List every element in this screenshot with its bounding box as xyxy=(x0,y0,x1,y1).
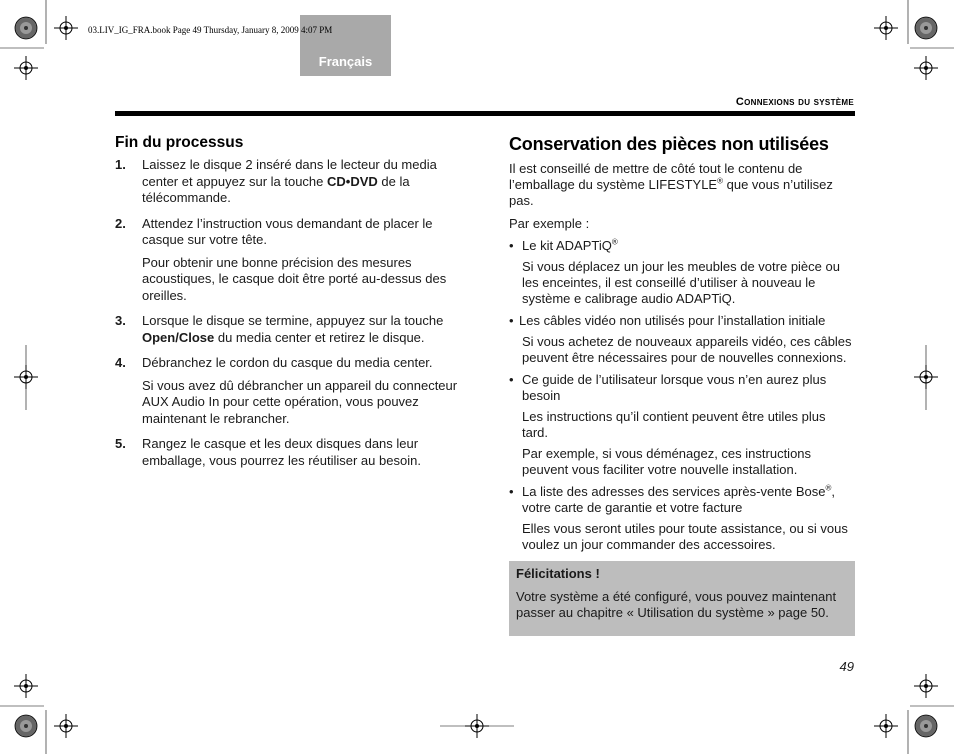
step-number: 5. xyxy=(115,436,126,451)
bullet-detail: Les instructions qu’il contient peuvent être utiles plus tard. xyxy=(522,409,826,440)
bullet-dot: • xyxy=(509,238,514,253)
key-label: Open/Close xyxy=(142,329,215,345)
bullet-dot: • xyxy=(509,313,514,328)
bullet-text: Le kit ADAPTiQ xyxy=(522,238,612,253)
step-number: 1. xyxy=(115,157,126,172)
steps-list xyxy=(115,157,460,469)
book-info: 03.LIV_IG_FRA.book Page 49 Thursday, January 8, 2009 4:07 PM xyxy=(88,25,333,35)
intro-text: Il est conseillé de mettre de côté tout le contenu de l’emballage du système LIFESTYLE xyxy=(509,161,803,192)
step-number: 4. xyxy=(115,355,126,370)
note-title: Félicitations ! xyxy=(516,566,600,581)
step-number: 3. xyxy=(115,313,126,328)
bullet-dot: • xyxy=(509,484,514,499)
step-item xyxy=(115,216,460,305)
step-text: Attendez l’instruction vous demandant de placer le casque sur votre tête. xyxy=(142,215,433,247)
header-rule xyxy=(115,111,855,116)
page-number: 49 xyxy=(839,659,854,674)
bullet-dot: • xyxy=(509,372,514,387)
language-label: Français xyxy=(318,54,373,69)
bullet-detail: Par exemple, si vous déménagez, ces instructions peuvent vous faciliter votre nouvelle installation. xyxy=(522,446,812,477)
step-text: Débranchez le cordon du casque du media center. xyxy=(142,355,433,370)
step-text: Pour obtenir une bonne précision des mesures acoustiques, le casque doit être porté au-dessus des oreilles. xyxy=(142,254,447,303)
right-column xyxy=(509,134,855,553)
bullet-detail: Elles vous seront utiles pour toute assistance, ou si vous voulez un jour commander des accessoires. xyxy=(522,521,848,552)
registered-mark: ® xyxy=(825,483,832,493)
bullet-text: La liste des adresses des services après-vente Bose xyxy=(522,484,826,499)
bullet-detail: Si vous déplacez un jour les meubles de votre pièce ou les enceintes, il est conseillé d’utiliser à nouveau le système e calibrage audio ADAPTiQ. xyxy=(522,259,840,306)
list-item xyxy=(509,238,855,254)
bullet-text-end: , votre carte de garantie et votre facture xyxy=(522,484,836,515)
left-heading: Fin du processus xyxy=(115,134,244,151)
key-label: CD•DVD xyxy=(327,173,378,189)
list-item xyxy=(509,372,855,404)
step-text: Lorsque le disque se termine, appuyez sur la touche Open/Close du media center et retirez le disque. xyxy=(142,313,444,345)
step-item xyxy=(115,313,460,346)
step-text: Si vous avez dû débrancher un appareil du connecteur AUX Audio In pour cette opération, vous pouvez maintenant le rebrancher. xyxy=(142,377,458,426)
note-text: Votre système a été configuré, vous pouvez maintenant passer au chapitre « Utilisation du système » page 50. xyxy=(516,589,837,620)
example-label: Par exemple : xyxy=(509,216,590,231)
list-item xyxy=(509,484,855,516)
step-number: 2. xyxy=(115,215,126,231)
bullet-text: Ce guide de l’utilisateur lorsque vous n’en aurez plus besoin xyxy=(522,372,827,403)
registered-mark: ® xyxy=(611,237,618,247)
step-text: Rangez le casque et les deux disques dans leur emballage, vous pourrez les réutiliser au besoin. xyxy=(142,436,421,468)
bullet-detail: Si vous achetez de nouveaux appareils vidéo, ces câbles peuvent être nécessaires pour de nouvelles connexions. xyxy=(522,334,852,365)
step-item xyxy=(115,355,460,427)
section-title: Connexions du système xyxy=(735,96,854,108)
bullet-text: Les câbles vidéo non utilisés pour l’installation initiale xyxy=(519,313,826,328)
registered-mark: ® xyxy=(717,176,724,186)
congratulations-note xyxy=(509,561,855,636)
list-item xyxy=(509,313,855,329)
intro-text-end: que vous n’utilisez pas. xyxy=(509,177,833,208)
step-item xyxy=(115,436,460,469)
right-heading: Conservation des pièces non utilisées xyxy=(509,134,829,154)
intro-paragraph xyxy=(509,161,855,209)
step-text: Laissez le disque 2 inséré dans le lecteur du media center et appuyez sur la touche CD•DVD de la télécommande. xyxy=(142,157,437,205)
step-item xyxy=(115,157,460,207)
left-column xyxy=(115,134,460,478)
